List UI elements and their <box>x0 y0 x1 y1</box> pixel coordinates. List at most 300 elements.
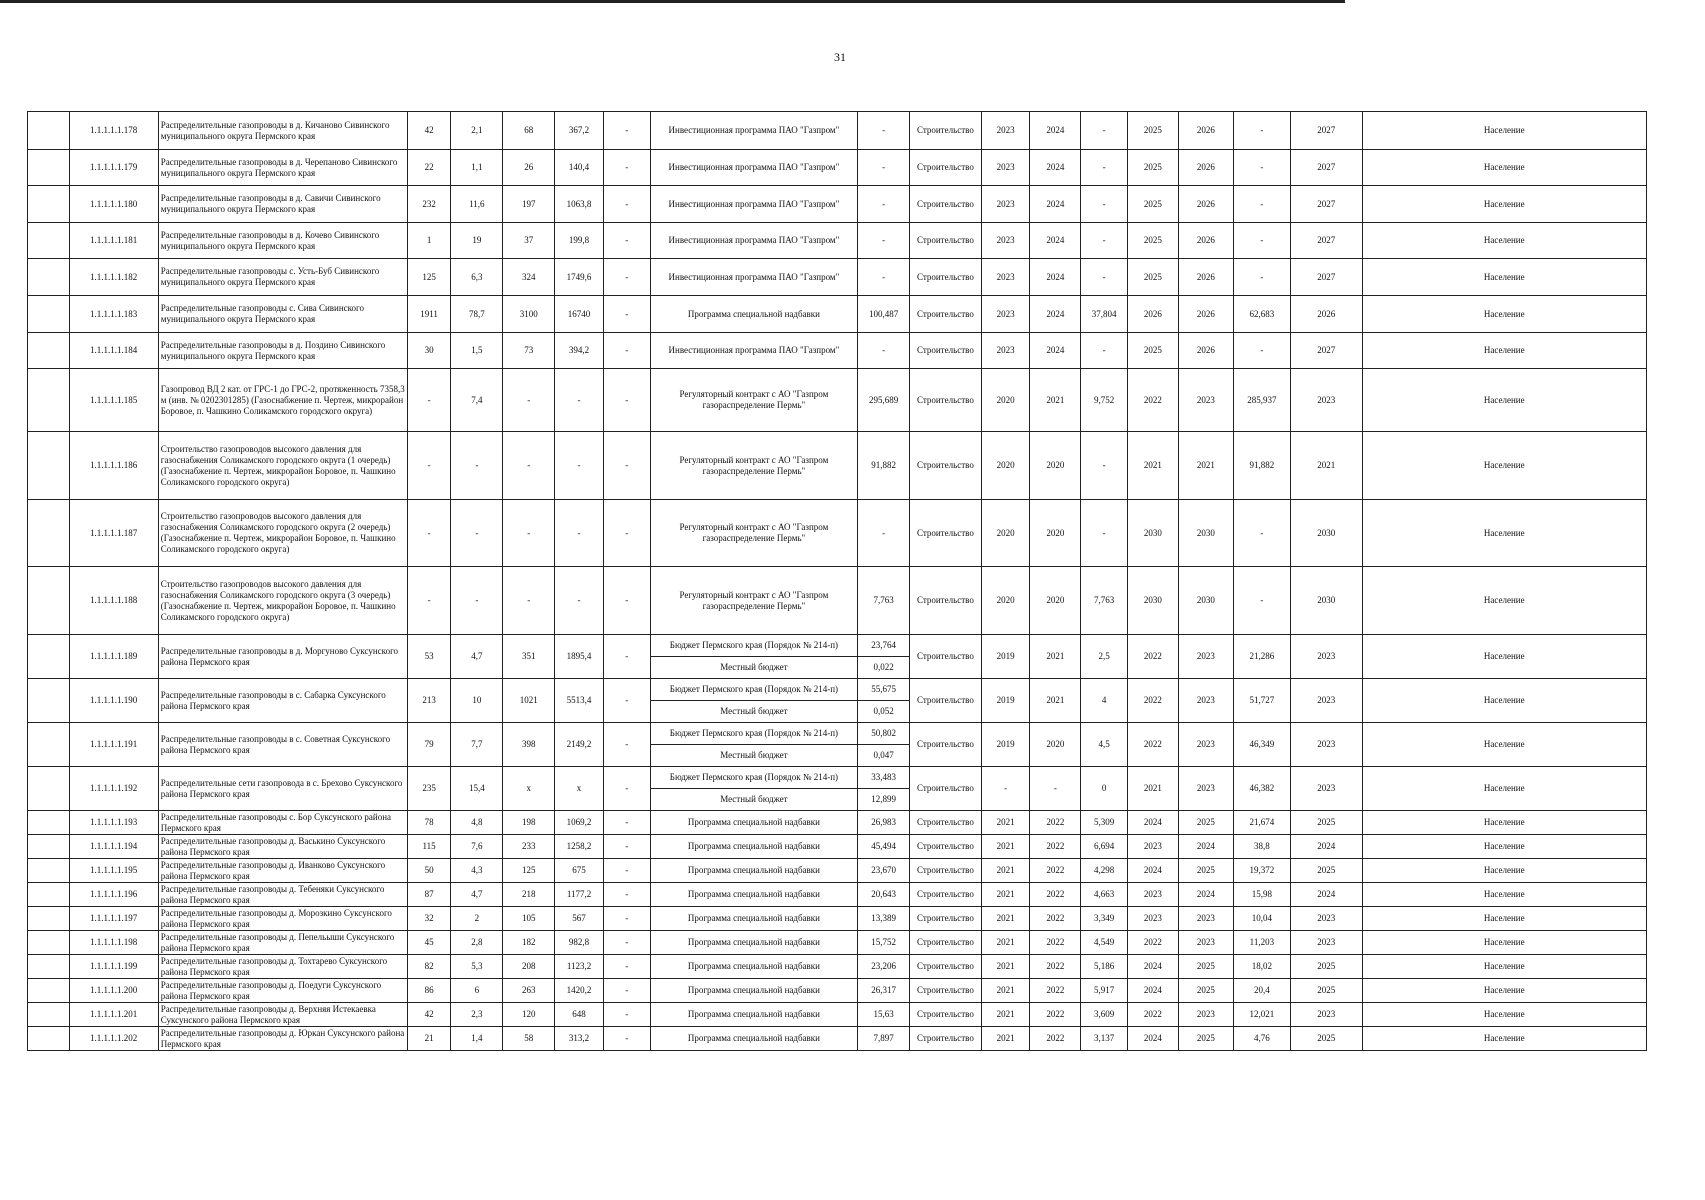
year-cell: 2030 <box>1178 500 1233 567</box>
year-cell: 2022 <box>1030 811 1081 835</box>
year-cell: 2022 <box>1127 369 1178 432</box>
value-cell: 1063,8 <box>555 186 604 223</box>
top-rule <box>0 0 1345 3</box>
value-cell: - <box>603 112 650 150</box>
value-cell: 5513,4 <box>555 679 604 723</box>
consumer-category: Население <box>1362 369 1646 432</box>
table-row <box>28 767 1647 789</box>
value-cell: 91,882 <box>1233 432 1290 500</box>
year-cell: 2024 <box>1030 223 1081 259</box>
value-cell: 324 <box>503 259 555 296</box>
value-cell: 7,763 <box>1081 567 1128 635</box>
value-cell: - <box>407 432 451 500</box>
value-cell: - <box>1233 567 1290 635</box>
funding-source: Бюджет Пермского края (Порядок № 214-п) <box>650 635 858 657</box>
year-cell: 2022 <box>1127 1003 1178 1027</box>
year-cell: 2022 <box>1127 931 1178 955</box>
value-cell: 218 <box>503 883 555 907</box>
value-cell: 1123,2 <box>555 955 604 979</box>
funding-source: Программа специальной надбавки <box>650 979 858 1003</box>
year-cell: 2023 <box>1290 635 1362 679</box>
consumer-category: Население <box>1362 767 1646 811</box>
funding-amount: 55,675 <box>858 679 910 701</box>
value-cell: - <box>451 567 503 635</box>
table-row <box>28 567 1647 635</box>
value-cell: 1021 <box>503 679 555 723</box>
year-cell: 2025 <box>1178 955 1233 979</box>
funding-source: Инвестиционная программа ПАО "Газпром" <box>650 333 858 369</box>
table-row <box>28 883 1647 907</box>
value-cell: - <box>1081 333 1128 369</box>
consumer-category: Население <box>1362 907 1646 931</box>
blank-cell <box>28 567 70 635</box>
work-type: Строительство <box>910 112 982 150</box>
value-cell: 16740 <box>555 296 604 333</box>
consumer-category: Население <box>1362 859 1646 883</box>
year-cell: 2023 <box>1178 369 1233 432</box>
value-cell: - <box>407 567 451 635</box>
funding-amount: 45,494 <box>858 835 910 859</box>
value-cell: - <box>1081 150 1128 186</box>
value-cell: 2,8 <box>451 931 503 955</box>
year-cell: 2025 <box>1178 979 1233 1003</box>
value-cell: 46,382 <box>1233 767 1290 811</box>
blank-cell <box>28 223 70 259</box>
year-cell: 2023 <box>1178 635 1233 679</box>
value-cell: 79 <box>407 723 451 767</box>
value-cell: 1420,2 <box>555 979 604 1003</box>
year-cell: 2019 <box>981 723 1030 767</box>
funding-source: Программа специальной надбавки <box>650 955 858 979</box>
object-name: Распределительные газопроводы в д. Черепаново Сивинского муниципального округа Пермского края <box>158 150 407 186</box>
value-cell: 4,549 <box>1081 931 1128 955</box>
value-cell: 42 <box>407 1003 451 1027</box>
funding-amount: 7,763 <box>858 567 910 635</box>
year-cell: 2030 <box>1290 567 1362 635</box>
value-cell: - <box>603 567 650 635</box>
blank-cell <box>28 259 70 296</box>
value-cell: 22 <box>407 150 451 186</box>
funding-source: Программа специальной надбавки <box>650 907 858 931</box>
value-cell: - <box>603 635 650 679</box>
value-cell: - <box>603 835 650 859</box>
blank-cell <box>28 333 70 369</box>
value-cell: 11,203 <box>1233 931 1290 955</box>
object-name: Распределительные газопроводы д. Юркан Суксунского района Пермского края <box>158 1027 407 1051</box>
table-row <box>28 112 1647 150</box>
value-cell: 197 <box>503 186 555 223</box>
value-cell: 21,674 <box>1233 811 1290 835</box>
value-cell: - <box>603 723 650 767</box>
blank-cell <box>28 500 70 567</box>
value-cell: 68 <box>503 112 555 150</box>
value-cell: - <box>603 767 650 811</box>
work-type: Строительство <box>910 955 982 979</box>
object-name: Распределительные газопроводы д. Тебеняки Суксунского района Пермского края <box>158 883 407 907</box>
value-cell: - <box>1081 259 1128 296</box>
value-cell: - <box>603 955 650 979</box>
consumer-category: Население <box>1362 723 1646 767</box>
year-cell: 2020 <box>981 369 1030 432</box>
consumer-category: Население <box>1362 1003 1646 1027</box>
row-id: 1.1.1.1.1.185 <box>69 369 158 432</box>
value-cell: - <box>503 500 555 567</box>
year-cell: 2020 <box>1030 723 1081 767</box>
value-cell: 5,3 <box>451 955 503 979</box>
work-type: Строительство <box>910 635 982 679</box>
blank-cell <box>28 679 70 723</box>
year-cell: 2025 <box>1290 979 1362 1003</box>
value-cell: 232 <box>407 186 451 223</box>
value-cell: х <box>503 767 555 811</box>
year-cell: 2022 <box>1127 723 1178 767</box>
consumer-category: Население <box>1362 979 1646 1003</box>
funding-source: Местный бюджет <box>650 789 858 811</box>
year-cell: 2026 <box>1178 186 1233 223</box>
funding-amount: 26,317 <box>858 979 910 1003</box>
row-id: 1.1.1.1.1.200 <box>69 979 158 1003</box>
funding-source: Программа специальной надбавки <box>650 883 858 907</box>
year-cell: 2030 <box>1127 567 1178 635</box>
consumer-category: Население <box>1362 333 1646 369</box>
object-name: Распределительные газопроводы д. Поедуги Суксунского района Пермского края <box>158 979 407 1003</box>
work-type: Строительство <box>910 859 982 883</box>
funding-amount: 7,897 <box>858 1027 910 1051</box>
funding-source: Бюджет Пермского края (Порядок № 214-п) <box>650 767 858 789</box>
table-row <box>28 859 1647 883</box>
year-cell: 2023 <box>981 333 1030 369</box>
blank-cell <box>28 296 70 333</box>
funding-amount: 0,052 <box>858 701 910 723</box>
year-cell: 2025 <box>1290 811 1362 835</box>
row-id: 1.1.1.1.1.179 <box>69 150 158 186</box>
year-cell: 2021 <box>981 883 1030 907</box>
value-cell: 4,5 <box>1081 723 1128 767</box>
value-cell: 199,8 <box>555 223 604 259</box>
value-cell: - <box>1233 259 1290 296</box>
value-cell: 20,4 <box>1233 979 1290 1003</box>
value-cell: 1911 <box>407 296 451 333</box>
year-cell: 2020 <box>981 567 1030 635</box>
value-cell: 394,2 <box>555 333 604 369</box>
value-cell: 367,2 <box>555 112 604 150</box>
work-type: Строительство <box>910 296 982 333</box>
value-cell: 82 <box>407 955 451 979</box>
year-cell: 2023 <box>981 186 1030 223</box>
year-cell: 2023 <box>1127 883 1178 907</box>
year-cell: 2021 <box>1290 432 1362 500</box>
funding-amount: - <box>858 112 910 150</box>
funding-amount: 23,206 <box>858 955 910 979</box>
funding-amount: - <box>858 333 910 369</box>
row-id: 1.1.1.1.1.198 <box>69 931 158 955</box>
funding-source: Программа специальной надбавки <box>650 931 858 955</box>
value-cell: 182 <box>503 931 555 955</box>
blank-cell <box>28 369 70 432</box>
value-cell: 12,021 <box>1233 1003 1290 1027</box>
value-cell: - <box>603 883 650 907</box>
value-cell: - <box>603 186 650 223</box>
funding-amount: 23,670 <box>858 859 910 883</box>
value-cell: - <box>555 567 604 635</box>
year-cell: 2024 <box>1030 150 1081 186</box>
value-cell: - <box>603 432 650 500</box>
value-cell: - <box>407 369 451 432</box>
consumer-category: Население <box>1362 679 1646 723</box>
row-id: 1.1.1.1.1.202 <box>69 1027 158 1051</box>
funding-amount: 0,047 <box>858 745 910 767</box>
year-cell: 2019 <box>981 635 1030 679</box>
year-cell: 2023 <box>981 112 1030 150</box>
funding-source: Бюджет Пермского края (Порядок № 214-п) <box>650 679 858 701</box>
row-id: 1.1.1.1.1.178 <box>69 112 158 150</box>
year-cell: 2024 <box>1030 186 1081 223</box>
value-cell: 2,5 <box>1081 635 1128 679</box>
value-cell: 1 <box>407 223 451 259</box>
row-id: 1.1.1.1.1.194 <box>69 835 158 859</box>
value-cell: 2149,2 <box>555 723 604 767</box>
object-name: Распределительные сети газопровода в с. Брехово Суксунского района Пермского края <box>158 767 407 811</box>
year-cell: 2021 <box>981 1027 1030 1051</box>
value-cell: 7,6 <box>451 835 503 859</box>
year-cell: 2024 <box>1030 333 1081 369</box>
value-cell: 19 <box>451 223 503 259</box>
table-row <box>28 955 1647 979</box>
funding-source: Местный бюджет <box>650 745 858 767</box>
consumer-category: Население <box>1362 500 1646 567</box>
funding-source: Регуляторный контракт с АО "Газпром газораспределение Пермь" <box>650 432 858 500</box>
year-cell: 2023 <box>1178 931 1233 955</box>
year-cell: 2024 <box>1127 1027 1178 1051</box>
table-row <box>28 811 1647 835</box>
consumer-category: Население <box>1362 223 1646 259</box>
work-type: Строительство <box>910 369 982 432</box>
table-row <box>28 679 1647 701</box>
row-id: 1.1.1.1.1.196 <box>69 883 158 907</box>
funding-source: Программа специальной надбавки <box>650 859 858 883</box>
blank-cell <box>28 859 70 883</box>
funding-source: Регуляторный контракт с АО "Газпром газораспределение Пермь" <box>650 369 858 432</box>
value-cell: 1177,2 <box>555 883 604 907</box>
work-type: Строительство <box>910 811 982 835</box>
value-cell: 3100 <box>503 296 555 333</box>
blank-cell <box>28 186 70 223</box>
blank-cell <box>28 723 70 767</box>
value-cell: 5,309 <box>1081 811 1128 835</box>
year-cell: 2023 <box>1178 767 1233 811</box>
value-cell: 51,727 <box>1233 679 1290 723</box>
table-body <box>28 112 1647 1051</box>
value-cell: 15,4 <box>451 767 503 811</box>
year-cell: 2030 <box>1178 567 1233 635</box>
year-cell: 2023 <box>1178 1003 1233 1027</box>
year-cell: 2023 <box>1290 723 1362 767</box>
year-cell: 2027 <box>1290 223 1362 259</box>
year-cell: 2023 <box>1290 1003 1362 1027</box>
value-cell: - <box>503 369 555 432</box>
year-cell: 2022 <box>1030 1003 1081 1027</box>
funding-amount: - <box>858 223 910 259</box>
value-cell: 235 <box>407 767 451 811</box>
row-id: 1.1.1.1.1.181 <box>69 223 158 259</box>
value-cell: 263 <box>503 979 555 1003</box>
value-cell: 4 <box>1081 679 1128 723</box>
work-type: Строительство <box>910 1003 982 1027</box>
year-cell: 2030 <box>1127 500 1178 567</box>
value-cell: 6 <box>451 979 503 1003</box>
value-cell: 87 <box>407 883 451 907</box>
year-cell: 2021 <box>1127 432 1178 500</box>
value-cell: 53 <box>407 635 451 679</box>
funding-source: Программа специальной надбавки <box>650 1003 858 1027</box>
value-cell: 62,683 <box>1233 296 1290 333</box>
value-cell: - <box>407 500 451 567</box>
funding-source: Инвестиционная программа ПАО "Газпром" <box>650 259 858 296</box>
value-cell: 115 <box>407 835 451 859</box>
object-name: Строительство газопроводов высокого давления для газоснабжения Соликамского городского округа (1 очередь)(Газоснабжение п. Чертеж, микрорайон Боровое, п. Чашкино Соликамского городского округа) <box>158 432 407 500</box>
value-cell: - <box>1081 186 1128 223</box>
funding-amount: 12,899 <box>858 789 910 811</box>
funding-source: Местный бюджет <box>650 657 858 679</box>
consumer-category: Население <box>1362 296 1646 333</box>
value-cell: 982,8 <box>555 931 604 955</box>
value-cell: - <box>603 296 650 333</box>
year-cell: 2024 <box>1030 112 1081 150</box>
year-cell: 2026 <box>1178 112 1233 150</box>
work-type: Строительство <box>910 567 982 635</box>
value-cell: - <box>1233 112 1290 150</box>
value-cell: - <box>603 369 650 432</box>
value-cell: - <box>451 432 503 500</box>
year-cell: 2022 <box>1030 907 1081 931</box>
year-cell: 2023 <box>1290 679 1362 723</box>
object-name: Строительство газопроводов высокого давления для газоснабжения Соликамского городского округа (3 очередь)(Газоснабжение п. Чертеж, микрорайон Боровое, п. Чашкино Соликамского городского округа) <box>158 567 407 635</box>
funding-amount: 20,643 <box>858 883 910 907</box>
value-cell: 125 <box>503 859 555 883</box>
blank-cell <box>28 112 70 150</box>
row-id: 1.1.1.1.1.201 <box>69 1003 158 1027</box>
consumer-category: Население <box>1362 883 1646 907</box>
value-cell: 120 <box>503 1003 555 1027</box>
year-cell: 2022 <box>1127 635 1178 679</box>
consumer-category: Население <box>1362 150 1646 186</box>
work-type: Строительство <box>910 907 982 931</box>
consumer-category: Население <box>1362 931 1646 955</box>
value-cell: 21 <box>407 1027 451 1051</box>
value-cell: 1895,4 <box>555 635 604 679</box>
value-cell: 0 <box>1081 767 1128 811</box>
value-cell: 285,937 <box>1233 369 1290 432</box>
value-cell: 30 <box>407 333 451 369</box>
value-cell: - <box>1081 432 1128 500</box>
year-cell: 2024 <box>1127 955 1178 979</box>
year-cell: 2023 <box>981 150 1030 186</box>
year-cell: 2020 <box>1030 567 1081 635</box>
value-cell: 675 <box>555 859 604 883</box>
value-cell: 233 <box>503 835 555 859</box>
year-cell: 2025 <box>1178 1027 1233 1051</box>
value-cell: - <box>603 500 650 567</box>
value-cell: 198 <box>503 811 555 835</box>
funding-amount: - <box>858 259 910 296</box>
funding-amount: 0,022 <box>858 657 910 679</box>
value-cell: 73 <box>503 333 555 369</box>
value-cell: 10 <box>451 679 503 723</box>
object-name: Распределительные газопроводы в с. Советная Суксунского района Пермского края <box>158 723 407 767</box>
work-type: Строительство <box>910 883 982 907</box>
row-id: 1.1.1.1.1.191 <box>69 723 158 767</box>
year-cell: 2025 <box>1127 259 1178 296</box>
value-cell: 1,5 <box>451 333 503 369</box>
value-cell: 3,137 <box>1081 1027 1128 1051</box>
year-cell: 2023 <box>1178 679 1233 723</box>
consumer-category: Население <box>1362 567 1646 635</box>
year-cell: 2030 <box>1290 500 1362 567</box>
consumer-category: Население <box>1362 259 1646 296</box>
value-cell: - <box>603 150 650 186</box>
funding-source: Программа специальной надбавки <box>650 296 858 333</box>
value-cell: 50 <box>407 859 451 883</box>
year-cell: 2023 <box>1290 369 1362 432</box>
value-cell: - <box>555 500 604 567</box>
year-cell: 2022 <box>1030 835 1081 859</box>
year-cell: 2027 <box>1290 259 1362 296</box>
year-cell: 2024 <box>1290 835 1362 859</box>
year-cell: 2027 <box>1290 186 1362 223</box>
funding-source: Программа специальной надбавки <box>650 1027 858 1051</box>
blank-cell <box>28 883 70 907</box>
year-cell: 2027 <box>1290 150 1362 186</box>
year-cell: 2024 <box>1127 859 1178 883</box>
work-type: Строительство <box>910 679 982 723</box>
year-cell: 2023 <box>1178 723 1233 767</box>
object-name: Распределительные газопроводы в д. Поздино Сивинского муниципального округа Пермского края <box>158 333 407 369</box>
value-cell: 4,7 <box>451 883 503 907</box>
year-cell: 2025 <box>1290 1027 1362 1051</box>
funding-amount: - <box>858 150 910 186</box>
value-cell: 140,4 <box>555 150 604 186</box>
work-type: Строительство <box>910 979 982 1003</box>
value-cell: 5,186 <box>1081 955 1128 979</box>
row-id: 1.1.1.1.1.184 <box>69 333 158 369</box>
object-name: Распределительные газопроводы д. Морозкино Суксунского района Пермского края <box>158 907 407 931</box>
object-name: Распределительные газопроводы в д. Моргуново Суксунского района Пермского края <box>158 635 407 679</box>
value-cell: 208 <box>503 955 555 979</box>
work-type: Строительство <box>910 432 982 500</box>
year-cell: 2021 <box>1127 767 1178 811</box>
funding-amount: 100,487 <box>858 296 910 333</box>
object-name: Распределительные газопроводы д. Верхняя Истекаевка Суксунского района Пермского края <box>158 1003 407 1027</box>
object-name: Распределительные газопроводы в д. Кочево Сивинского муниципального округа Пермского края <box>158 223 407 259</box>
work-type: Строительство <box>910 186 982 223</box>
year-cell: 2025 <box>1178 811 1233 835</box>
consumer-category: Население <box>1362 1027 1646 1051</box>
table-row <box>28 296 1647 333</box>
year-cell: - <box>981 767 1030 811</box>
funding-source: Регуляторный контракт с АО "Газпром газораспределение Пермь" <box>650 500 858 567</box>
value-cell: - <box>1081 500 1128 567</box>
row-id: 1.1.1.1.1.193 <box>69 811 158 835</box>
table-row <box>28 432 1647 500</box>
row-id: 1.1.1.1.1.183 <box>69 296 158 333</box>
year-cell: 2019 <box>981 679 1030 723</box>
value-cell: 1069,2 <box>555 811 604 835</box>
funding-amount: - <box>858 500 910 567</box>
funding-source: Регуляторный контракт с АО "Газпром газораспределение Пермь" <box>650 567 858 635</box>
blank-cell <box>28 432 70 500</box>
value-cell: 42 <box>407 112 451 150</box>
year-cell: 2022 <box>1030 883 1081 907</box>
